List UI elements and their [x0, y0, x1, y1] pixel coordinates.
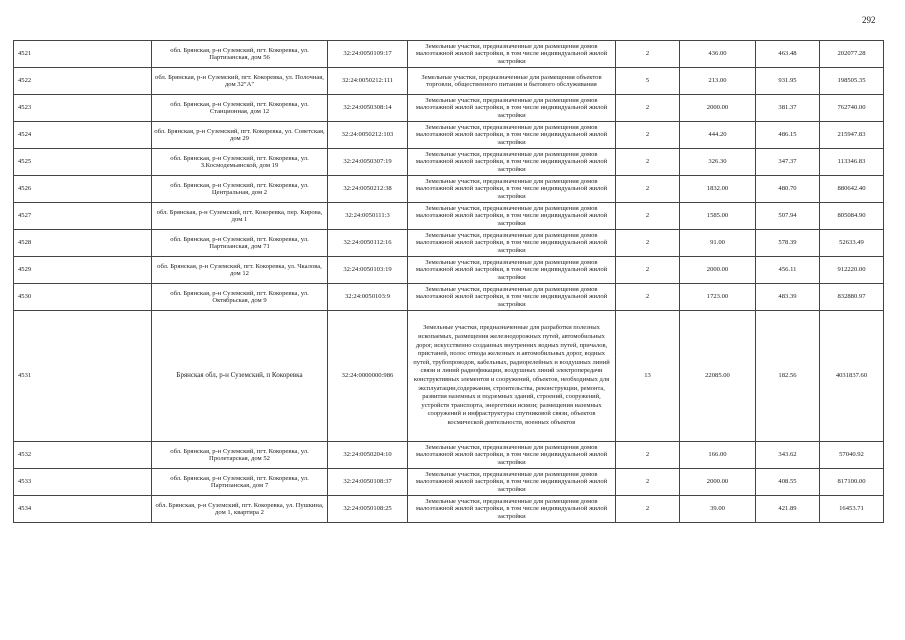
address-cell: обл. Брянская, р-н Суземский, пгт. Кокоревка, ул. Партизанская, дом 71 — [152, 230, 328, 257]
specific-value: 381.37 — [756, 95, 820, 122]
use-group: 2 — [616, 257, 680, 284]
cadastral-number: 32:24:0050307:19 — [328, 149, 408, 176]
record-number: 4534 — [14, 496, 152, 523]
area-value: 2000.00 — [680, 469, 756, 496]
cadastral-value: 832880.97 — [820, 284, 884, 311]
cadastral-number: 32:24:0050109:17 — [328, 41, 408, 68]
address-cell: обл. Брянская, р-н Суземский, пгт. Кокоревка, ул. Советская, дом 29 — [152, 122, 328, 149]
address-cell: обл. Брянская, р-н Суземский, пгт. Кокоревка, ул. Станционная, дом 12 — [152, 95, 328, 122]
land-purpose: Земельные участки, предназначенные для размещения домов малоэтажной жилой застройки, в том числе индивидуальной жилой застройки — [408, 496, 616, 523]
record-number: 4526 — [14, 176, 152, 203]
area-value: 22085.00 — [680, 311, 756, 442]
land-purpose: Земельные участки, предназначенные для размещения домов малоэтажной жилой застройки, в том числе индивидуальной жилой застройки — [408, 469, 616, 496]
cadastral-number: 32:24:0050103:9 — [328, 284, 408, 311]
record-number: 4525 — [14, 149, 152, 176]
specific-value: 182.56 — [756, 311, 820, 442]
cadastral-value: 912220.00 — [820, 257, 884, 284]
use-group: 2 — [616, 176, 680, 203]
land-purpose: Земельные участки, предназначенные для размещения домов малоэтажной жилой застройки, в том числе индивидуальной жилой застройки — [408, 442, 616, 469]
cadastral-number: 32:24:0000000:986 — [328, 311, 408, 442]
address-cell: обл. Брянская, р-н Суземский, пгт. Кокоревка, ул. Пушкина, дом 1, квартира 2 — [152, 496, 328, 523]
table-row — [14, 311, 884, 442]
address-cell: обл. Брянская, р-н Суземский, пгт. Кокоревка, ул. Партизанская, дом 7 — [152, 469, 328, 496]
record-number: 4532 — [14, 442, 152, 469]
use-group: 5 — [616, 68, 680, 95]
cadastral-number: 32:24:0050108:25 — [328, 496, 408, 523]
table-row — [14, 496, 884, 523]
area-value: 1585.00 — [680, 203, 756, 230]
cadastral-number: 32:24:0050103:19 — [328, 257, 408, 284]
address-cell: обл. Брянская, р-н Суземский, пгт. Кокоревка, ул. Октябрьская, дом 9 — [152, 284, 328, 311]
use-group: 2 — [616, 496, 680, 523]
table-row — [14, 95, 884, 122]
specific-value: 483.39 — [756, 284, 820, 311]
cadastral-number: 32:24:0050212:111 — [328, 68, 408, 95]
record-number: 4529 — [14, 257, 152, 284]
table-row — [14, 469, 884, 496]
specific-value: 486.15 — [756, 122, 820, 149]
cadastral-value: 215947.83 — [820, 122, 884, 149]
specific-value: 343.62 — [756, 442, 820, 469]
area-value: 1723.00 — [680, 284, 756, 311]
record-number: 4530 — [14, 284, 152, 311]
cadastral-value: 762740.00 — [820, 95, 884, 122]
cadastral-number: 32:24:0050212:103 — [328, 122, 408, 149]
cadastral-value: 805084.90 — [820, 203, 884, 230]
use-group: 2 — [616, 203, 680, 230]
cadastral-value: 880642.40 — [820, 176, 884, 203]
area-value: 2000.00 — [680, 95, 756, 122]
use-group: 2 — [616, 469, 680, 496]
table-row — [14, 284, 884, 311]
land-purpose: Земельные участки, предназначенные для разработки полезных ископаемых, размещения железнодорожных путей, автомобильных дорог, искусственно созданных внутренних водных путей, причалов, пристаней, полос отвода железных и автомобильных дорог, водных путей, трубопроводов, кабельных, радиорелейных и воздушных линий связи и линий радиофикации, воздушных линий электропередачи конструктивных элементов и сооружений, объектов, необходимых для эксплуатации,содержания, строительства, реконструкции, ремонта, развития наземных и подземных зданий, строений, сооружений, устройств транспорта, энергетики исвязи; размещения наземных сооружений и инфраструктуры спутниковой связи, объектов космической деятельности, военных объектов — [408, 311, 616, 442]
land-purpose: Земельные участки, предназначенные для размещения домов малоэтажной жилой застройки, в том числе индивидуальной жилой застройки — [408, 122, 616, 149]
land-purpose: Земельные участки, предназначенные для размещения домов малоэтажной жилой застройки, в том числе индивидуальной жилой застройки — [408, 203, 616, 230]
record-number: 4524 — [14, 122, 152, 149]
record-number: 4527 — [14, 203, 152, 230]
cadastral-value: 113346.83 — [820, 149, 884, 176]
land-purpose: Земельные участки, предназначенные для размещения домов малоэтажной жилой застройки, в том числе индивидуальной жилой застройки — [408, 284, 616, 311]
cadastral-value: 817100.00 — [820, 469, 884, 496]
cadastral-number: 32:24:0050111:3 — [328, 203, 408, 230]
use-group: 13 — [616, 311, 680, 442]
specific-value: 347.37 — [756, 149, 820, 176]
record-number: 4528 — [14, 230, 152, 257]
cadastral-value: 198505.35 — [820, 68, 884, 95]
use-group: 2 — [616, 284, 680, 311]
address-cell: обл. Брянская, р-н Суземский, пгт. Кокоревка, ул. Полочная, дом 32"А" — [152, 68, 328, 95]
cadastral-value: 57040.92 — [820, 442, 884, 469]
address-cell: обл. Брянская, р-н Суземский, пгт. Кокоревка, ул. Партизанская, дом 56 — [152, 41, 328, 68]
land-purpose: Земельные участки, предназначенные для размещения объектов торговли, общественного питания и бытового обслуживания — [408, 68, 616, 95]
land-purpose: Земельные участки, предназначенные для размещения домов малоэтажной жилой застройки, в том числе индивидуальной жилой застройки — [408, 149, 616, 176]
use-group: 2 — [616, 41, 680, 68]
specific-value: 421.89 — [756, 496, 820, 523]
cadastral-value: 202077.28 — [820, 41, 884, 68]
table-row — [14, 230, 884, 257]
specific-value: 463.48 — [756, 41, 820, 68]
page-number: 292 — [862, 15, 876, 25]
table-row — [14, 68, 884, 95]
area-value: 436.00 — [680, 41, 756, 68]
table-row — [14, 442, 884, 469]
use-group: 2 — [616, 122, 680, 149]
record-number: 4533 — [14, 469, 152, 496]
table-row — [14, 122, 884, 149]
record-number: 4522 — [14, 68, 152, 95]
specific-value: 578.39 — [756, 230, 820, 257]
specific-value: 456.11 — [756, 257, 820, 284]
use-group: 2 — [616, 149, 680, 176]
area-value: 213.00 — [680, 68, 756, 95]
land-purpose: Земельные участки, предназначенные для размещения домов малоэтажной жилой застройки, в том числе индивидуальной жилой застройки — [408, 41, 616, 68]
cadastral-value: 16453.71 — [820, 496, 884, 523]
use-group: 2 — [616, 95, 680, 122]
area-value: 2000.00 — [680, 257, 756, 284]
address-cell: обл. Брянская, р-н Суземский, пгт. Кокоревка, ул. Чкалова, дом 12 — [152, 257, 328, 284]
table-row — [14, 257, 884, 284]
use-group: 2 — [616, 230, 680, 257]
table-row — [14, 149, 884, 176]
address-cell: обл. Брянская, р-н Суземский, пгт. Кокоревка, ул. Пролетарская, дом 52 — [152, 442, 328, 469]
land-purpose: Земельные участки, предназначенные для размещения домов малоэтажной жилой застройки, в том числе индивидуальной жилой застройки — [408, 95, 616, 122]
area-value: 1832.00 — [680, 176, 756, 203]
table-row — [14, 203, 884, 230]
cadastral-number: 32:24:0050308:14 — [328, 95, 408, 122]
land-purpose: Земельные участки, предназначенные для размещения домов малоэтажной жилой застройки, в том числе индивидуальной жилой застройки — [408, 230, 616, 257]
specific-value: 480.70 — [756, 176, 820, 203]
use-group: 2 — [616, 442, 680, 469]
address-cell: обл. Брянская, р-н Суземский, пгт. Кокоревка, ул. Центральная, дом 2 — [152, 176, 328, 203]
record-number: 4521 — [14, 41, 152, 68]
registry-body — [14, 41, 884, 523]
specific-value: 507.94 — [756, 203, 820, 230]
address-cell: обл. Брянская, р-н Суземский, пгт. Кокоревка, ул. З.Космодемьянской, дом 19 — [152, 149, 328, 176]
specific-value: 931.95 — [756, 68, 820, 95]
address-cell: Брянская обл, р-н Суземский, п Кокоревка — [152, 311, 328, 442]
cadastral-value: 4031837.60 — [820, 311, 884, 442]
table-row — [14, 176, 884, 203]
area-value: 444.20 — [680, 122, 756, 149]
area-value: 39.00 — [680, 496, 756, 523]
land-purpose: Земельные участки, предназначенные для размещения домов малоэтажной жилой застройки, в том числе индивидуальной жилой застройки — [408, 257, 616, 284]
specific-value: 408.55 — [756, 469, 820, 496]
address-cell: обл. Брянская, р-н Суземский, пгт. Кокоревка, пер. Кирова, дом 1 — [152, 203, 328, 230]
cadastral-value: 52633.49 — [820, 230, 884, 257]
cadastral-number: 32:24:0050204:10 — [328, 442, 408, 469]
land-purpose: Земельные участки, предназначенные для размещения домов малоэтажной жилой застройки, в том числе индивидуальной жилой застройки — [408, 176, 616, 203]
land-registry-table — [13, 40, 884, 523]
area-value: 166.00 — [680, 442, 756, 469]
area-value: 91.00 — [680, 230, 756, 257]
cadastral-number: 32:24:0050112:16 — [328, 230, 408, 257]
area-value: 326.30 — [680, 149, 756, 176]
table-row — [14, 41, 884, 68]
cadastral-number: 32:24:0050212:38 — [328, 176, 408, 203]
cadastral-number: 32:24:0050108:37 — [328, 469, 408, 496]
record-number: 4531 — [14, 311, 152, 442]
record-number: 4523 — [14, 95, 152, 122]
